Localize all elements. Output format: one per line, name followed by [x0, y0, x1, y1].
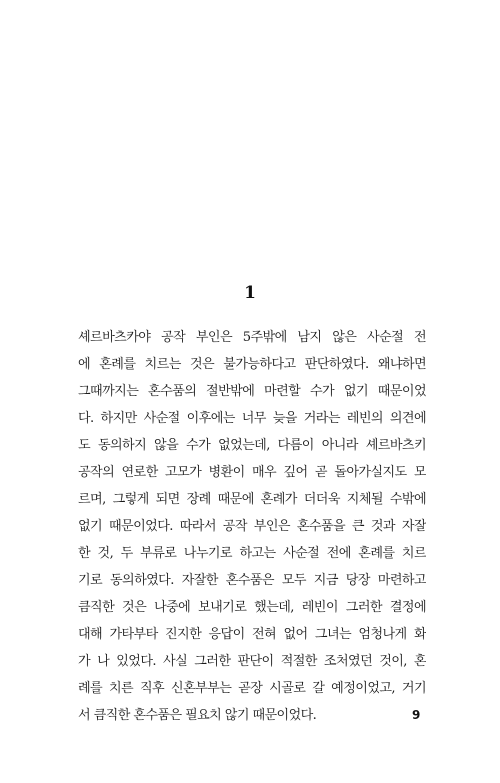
- chapter-number: 1: [244, 283, 256, 303]
- text-line: 다. 하지만 사순절 이후에는 너무 늦을 거라는 레빈의 의견에: [78, 411, 426, 426]
- text-line: 공작의 연로한 고모가 병환이 매우 깊어 곧 돌아가실지도 모: [78, 465, 426, 480]
- text-line: 기로 동의하였다. 자잘한 혼수품은 모두 지금 당장 마련하고: [78, 573, 426, 588]
- text-line: 큼직한 것은 나중에 보내기로 했는데, 레빈이 그러한 결정에: [78, 600, 426, 615]
- text-line: 없기 때문이었다. 따라서 공작 부인은 혼수품을 큰 것과 자잘: [78, 519, 426, 534]
- text-line: 에 혼례를 치르는 것은 불가능하다고 판단하였다. 왜냐하면: [78, 357, 426, 372]
- text-line: 르며, 그렇게 되면 장례 때문에 혼례가 더더욱 지체될 수밖에: [78, 492, 426, 507]
- text-line-last: 서 큼직한 혼수품은 필요치 않기 때문이었다.: [78, 708, 317, 723]
- text-line: 도 동의하지 않을 수가 없었는데, 다름이 아니라 셰르바츠키: [78, 438, 426, 453]
- text-line: 그때까지는 혼수품의 절반밖에 마련할 수가 없기 때문이었: [78, 384, 426, 399]
- text-line: 셰르바츠카야 공작 부인은 5주밖에 남지 않은 사순절 전: [78, 330, 426, 345]
- text-line: 대해 가타부타 진지한 응답이 전혀 없어 그녀는 엄청나게 화: [78, 627, 426, 642]
- body-paragraph: [78, 324, 426, 729]
- text-line: 한 것, 두 부류로 나누기로 하고는 사순절 전에 혼례를 치르: [78, 546, 426, 561]
- text-line: 가 나 있었다. 사실 그러한 판단이 적절한 조처였던 것이, 혼: [78, 654, 426, 669]
- text-line: 례를 치른 직후 신혼부부는 곧장 시골로 갈 예정이었고, 거기: [78, 681, 426, 696]
- page-number: 9: [412, 708, 421, 722]
